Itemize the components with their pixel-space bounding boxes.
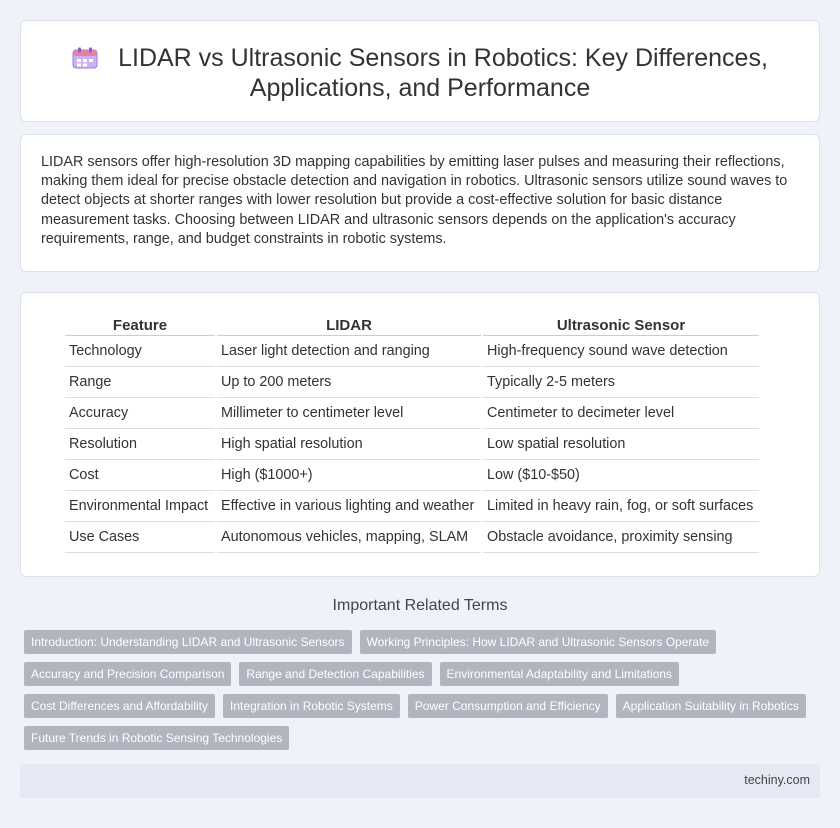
table-cell: Environmental Impact [65, 491, 215, 522]
table-row [65, 460, 759, 491]
table-cell: Millimeter to centimeter level [217, 398, 481, 429]
table-cell: High spatial resolution [217, 429, 481, 460]
page-title-wrap [21, 43, 819, 103]
table-row [65, 491, 759, 522]
related-term-tag[interactable]: Future Trends in Robotic Sensing Technologies [24, 726, 289, 750]
calendar-icon [72, 47, 98, 69]
comparison-table [63, 316, 761, 553]
table-cell: Limited in heavy rain, fog, or soft surfaces [483, 491, 759, 522]
table-row [65, 398, 759, 429]
table-row [65, 336, 759, 367]
table-cell: Accuracy [65, 398, 215, 429]
related-term-tag[interactable]: Environmental Adaptability and Limitations [440, 662, 679, 686]
title-card [20, 20, 820, 122]
footer-brand[interactable]: techiny.com [744, 773, 810, 787]
header-lidar: LIDAR [217, 316, 481, 336]
intro-card [20, 134, 820, 272]
intro-paragraph: LIDAR sensors offer high-resolution 3D mapping capabilities by emitting laser pulses and measuring their reflections, making them ideal for precise obstacle detection and navigation in robotics. Ultrasonic sensors utilize sound waves to detect objects at shorter ranges with lower resolution but provide a cost-effective solution for basic distance measurement tasks. Choosing between LIDAR and ultrasonic sensors depends on the application's accuracy requirements, range, and budget constraints in robotic systems. [41, 154, 788, 247]
header-feature: Feature [65, 316, 215, 336]
related-term-tag[interactable]: Working Principles: How LIDAR and Ultrasonic Sensors Operate [360, 630, 717, 654]
table-cell: Range [65, 367, 215, 398]
related-terms-title: Important Related Terms [332, 597, 508, 614]
table-row [65, 429, 759, 460]
related-terms-list [24, 630, 820, 750]
comparison-card [20, 292, 820, 577]
related-term-tag[interactable]: Range and Detection Capabilities [239, 662, 431, 686]
related-term-tag[interactable]: Introduction: Understanding LIDAR and Ultrasonic Sensors [24, 630, 352, 654]
table-cell: Obstacle avoidance, proximity sensing [483, 522, 759, 553]
related-term-tag[interactable]: Application Suitability in Robotics [616, 694, 806, 718]
table-cell: Autonomous vehicles, mapping, SLAM [217, 522, 481, 553]
table-row [65, 367, 759, 398]
table-cell: Low spatial resolution [483, 429, 759, 460]
table-cell: Typically 2-5 meters [483, 367, 759, 398]
related-term-tag[interactable]: Accuracy and Precision Comparison [24, 662, 231, 686]
table-cell: High ($1000+) [217, 460, 481, 491]
table-cell: Cost [65, 460, 215, 491]
table-header-row [65, 316, 759, 336]
table-cell: Centimeter to decimeter level [483, 398, 759, 429]
table-cell: Laser light detection and ranging [217, 336, 481, 367]
table-cell: Up to 200 meters [217, 367, 481, 398]
table-cell: Resolution [65, 429, 215, 460]
table-cell: Technology [65, 336, 215, 367]
page-title: LIDAR vs Ultrasonic Sensors in Robotics: Key Differences, Applications, and Performance [118, 44, 768, 102]
table-cell: High-frequency sound wave detection [483, 336, 759, 367]
footer [20, 764, 820, 798]
header-ultrasonic: Ultrasonic Sensor [483, 316, 759, 336]
related-term-tag[interactable]: Power Consumption and Efficiency [408, 694, 608, 718]
table-row [65, 522, 759, 553]
table-cell: Effective in various lighting and weather [217, 491, 481, 522]
related-term-tag[interactable]: Integration in Robotic Systems [223, 694, 400, 718]
table-cell: Low ($10-$50) [483, 460, 759, 491]
related-term-tag[interactable]: Cost Differences and Affordability [24, 694, 215, 718]
table-cell: Use Cases [65, 522, 215, 553]
